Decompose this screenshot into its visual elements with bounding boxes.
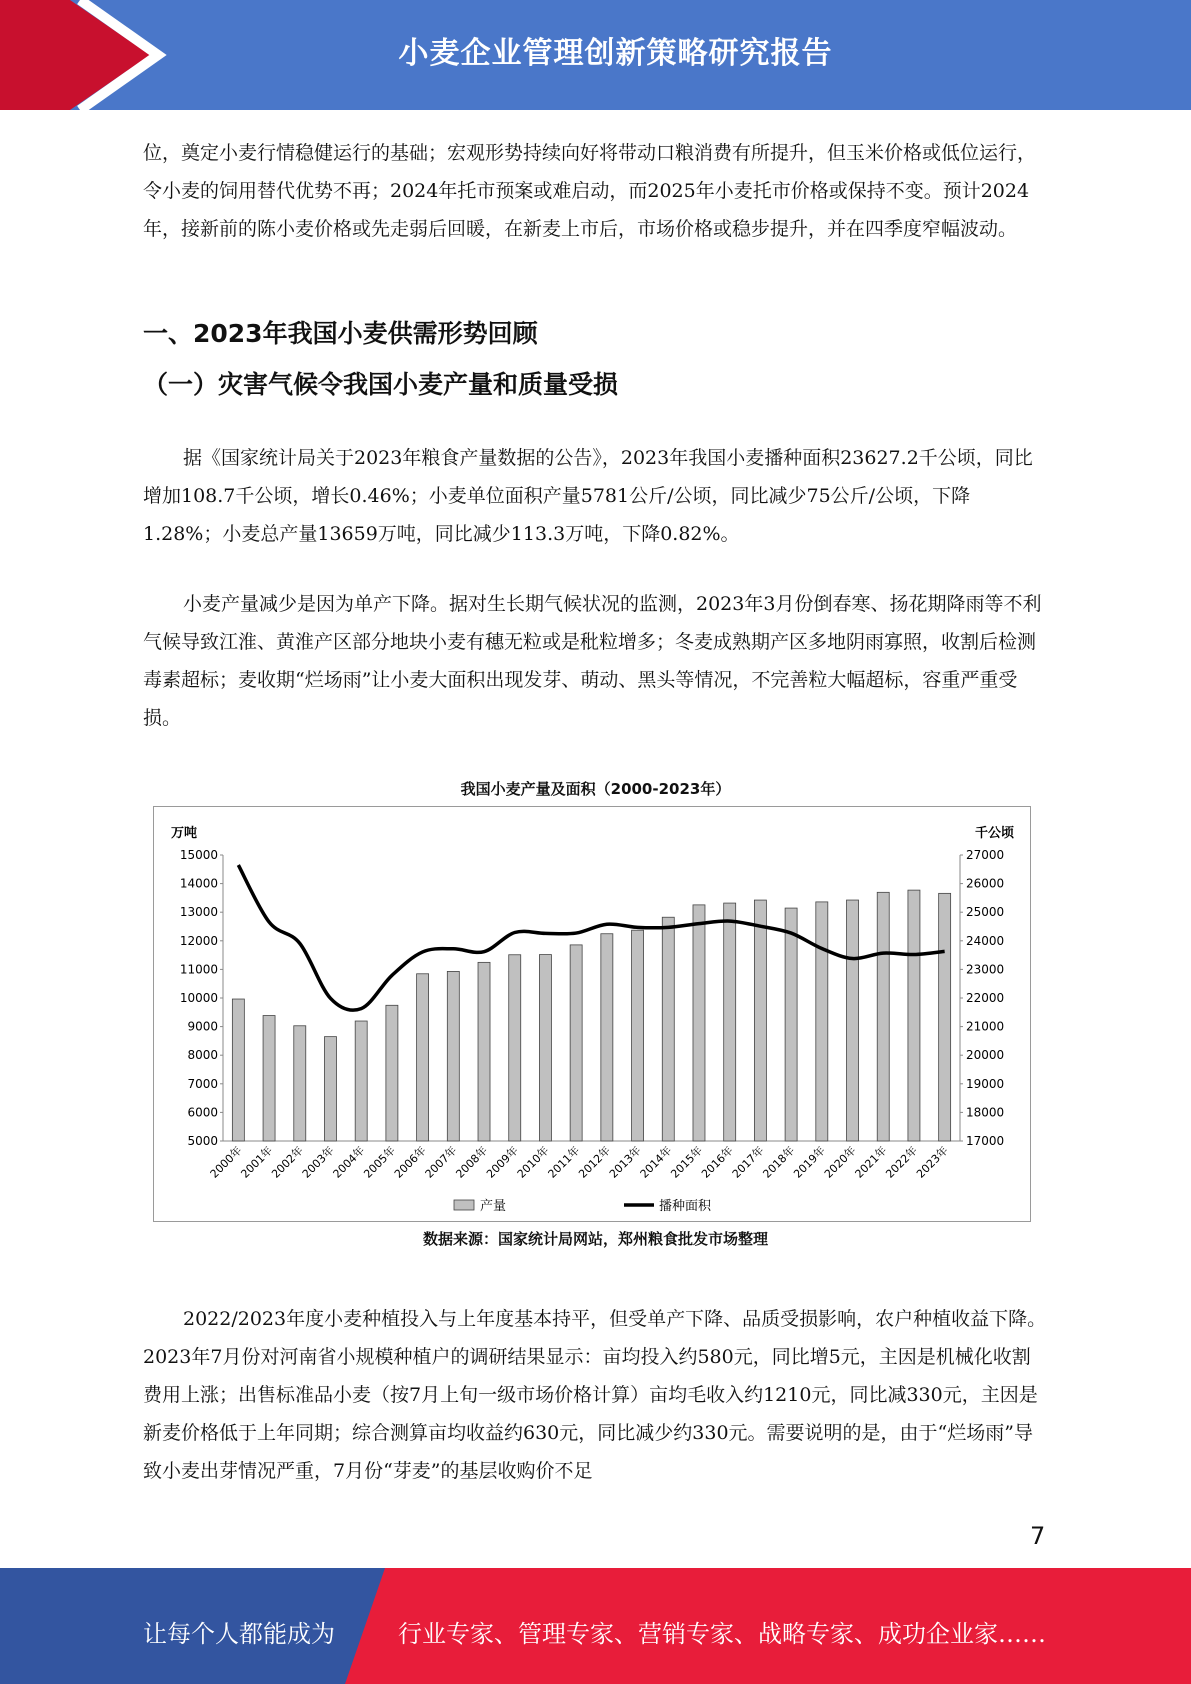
bar-production [693,905,705,1141]
bar-production [816,902,828,1141]
y-tick-left: 7000 [187,1076,218,1091]
y-tick-right: 27000 [966,848,1005,862]
y-tick-left: 15000 [179,848,218,862]
x-tick-label: 2003年 [299,1143,337,1181]
x-tick-label: 2020年 [821,1143,859,1181]
section-heading: 一、2023年我国小麦供需形势回顾 [143,319,538,348]
x-tick-label: 2023年 [913,1143,951,1181]
y-tick-right: 26000 [966,876,1005,891]
y-tick-right: 21000 [966,1019,1005,1034]
x-tick-label: 2014年 [637,1143,675,1181]
body-paragraph-income: 2022/2023年度小麦种植投入与上年度基本持平，但受单产下降、品质受损影响，农户种植收益下降。2023年7月份对河南省小规模种植户的调研结果显示：亩均投入约580元，同比增5元，主因是机械化收割费用上涨；出售标准品小麦（按7月上旬一级市场价格计算）亩均毛收入约1210元，同比减330元，主因是新麦价格低于上年同期；综合测算亩均收益约630元，同比减少约330元。需要说明的是，由于“烂场雨”导致小麦出芽情况严重，7月份“芽麦”的基层收购价不足 [143,1308,1047,1482]
body-paragraph-stats: 据《国家统计局关于2023年粮食产量数据的公告》，2023年我国小麦播种面积23627.2千公顷，同比增加108.7千公顷，增长0.46%；小麦单位面积产量5781公斤/公顷，同比减少75公斤/公顷，下降1.28%；小麦总产量13659万吨，同比减少113.3万吨，下降0.82%。 [143,447,1033,545]
x-tick-label: 2012年 [576,1143,613,1181]
x-tick-label: 2017年 [729,1143,767,1181]
bar-production [724,903,736,1141]
x-tick-label: 2002年 [269,1143,306,1181]
bar-production [324,1037,336,1141]
page-footer [0,1568,1191,1684]
bar-production [447,971,459,1141]
x-tick-label: 2005年 [361,1143,399,1181]
x-tick-label: 2013年 [606,1143,644,1181]
chart-source: 数据来源：国家统计局网站，郑州粮食批发市场整理 [422,1230,768,1248]
y-tick-left: 11000 [179,962,218,977]
y-tick-left: 6000 [187,1105,218,1120]
y-tick-right: 25000 [966,905,1005,920]
x-tick-label: 2021年 [852,1143,890,1181]
footer-slogan-right: 行业专家、管理专家、营销专家、战略专家、成功企业家…… [398,1620,1046,1648]
bar-production [847,900,859,1141]
x-tick-label: 2016年 [699,1143,736,1181]
x-tick-label: 2000年 [207,1143,245,1181]
bar-production [417,974,429,1141]
y-axis-left-label: 万吨 [171,826,198,841]
bar-production [539,955,551,1141]
legend-label-sown-area: 播种面积 [659,1199,712,1214]
bar-production [478,962,490,1141]
x-tick-label: 2009年 [484,1143,521,1181]
intro-paragraph: 位，奠定小麦行情稳健运行的基础；宏观形势持续向好将带动口粮消费有所提升，但玉米价格或低位运行，令小麦的饲用替代优势不再；2024年托市预案或难启动，而2025年小麦托市价格或保持不变。预计2024年，接新前的陈小麦价格或先走弱后回暖，在新麦上市后，市场价格或稳步提升，并在四季度窄幅波动。 [143,142,1037,240]
bar-production [263,1016,275,1141]
y-tick-right: 19000 [966,1076,1005,1091]
x-tick-label: 2015年 [668,1143,706,1181]
x-tick-label: 2004年 [330,1143,368,1181]
footer-slogan-left: 让每个人都能成为 [143,1620,335,1648]
wheat-chart [154,807,1030,1221]
page-header [0,0,1191,110]
bar-production [232,999,244,1141]
page-number: 7 [1030,1522,1046,1550]
bar-production [632,930,644,1141]
bar-production [908,890,920,1141]
y-tick-right: 23000 [966,962,1005,977]
x-tick-label: 2019年 [791,1143,828,1181]
y-axis-right-label: 千公顷 [974,826,1014,841]
bar-production [570,945,582,1141]
chart-frame [153,806,1031,1222]
bar-production [386,1005,398,1141]
x-tick-label: 2018年 [760,1143,798,1181]
bar-production [509,955,521,1141]
chart-title: 我国小麦产量及面积（2000-2023年） [460,780,731,798]
bar-production [877,892,889,1141]
bar-production [662,917,674,1141]
x-tick-label: 2022年 [883,1143,921,1181]
y-tick-left: 5000 [187,1134,218,1148]
bar-production [939,893,951,1141]
bar-production [754,900,766,1141]
y-tick-left: 8000 [187,1048,218,1063]
x-tick-label: 2007年 [422,1143,460,1181]
y-tick-left: 12000 [179,933,218,948]
y-tick-left: 14000 [179,876,218,891]
report-title: 小麦企业管理创新策略研究报告 [398,36,833,71]
bar-production [785,908,797,1141]
body-paragraph-weather: 小麦产量减少是因为单产下降。据对生长期气候状况的监测，2023年3月份倒春寒、扬花期降雨等不利气候导致江淮、黄淮产区部分地块小麦有穗无粒或是秕粒增多；冬麦成熟期产区多地阴雨寡照，收割后检测毒素超标；麦收期“烂场雨”让小麦大面积出现发芽、萌动、黑头等情况，不完善粒大幅超标，容重严重受损。 [143,593,1042,729]
bar-production [294,1026,306,1141]
y-tick-left: 9000 [187,1019,218,1034]
bar-production [355,1021,367,1141]
legend-label-production: 产量 [480,1199,507,1214]
bar-production [601,934,613,1141]
y-tick-right: 20000 [966,1048,1005,1063]
x-tick-label: 2008年 [453,1143,491,1181]
line-sown-area [238,865,944,1010]
x-tick-label: 2011年 [545,1143,583,1181]
y-tick-left: 10000 [179,991,218,1005]
x-tick-label: 2010年 [514,1143,552,1181]
y-tick-right: 17000 [966,1134,1005,1148]
x-tick-label: 2006年 [391,1143,429,1181]
y-tick-right: 24000 [966,933,1005,948]
y-tick-left: 13000 [179,905,218,920]
x-tick-label: 2001年 [238,1143,276,1181]
y-tick-right: 22000 [966,991,1005,1005]
subsection-heading: （一）灾害气候令我国小麦产量和质量受损 [143,370,619,399]
legend-swatch-production [454,1200,474,1210]
y-tick-right: 18000 [966,1105,1005,1120]
